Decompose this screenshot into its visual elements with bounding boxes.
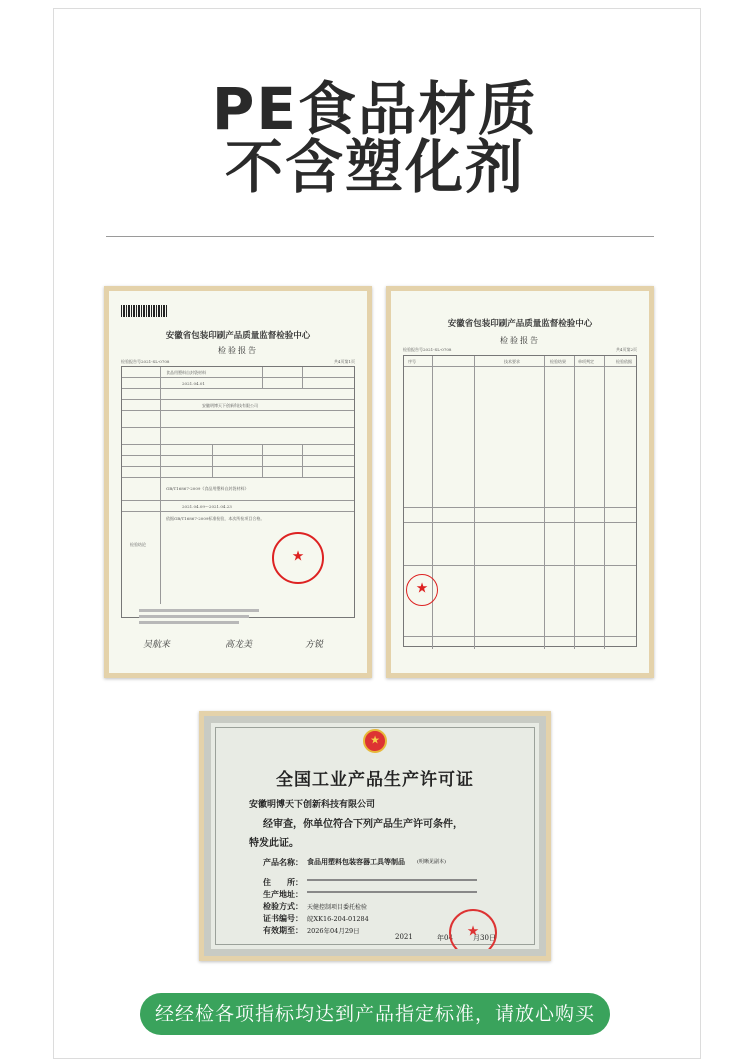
divider-line (106, 236, 654, 237)
col-basis: 检验依据 (616, 359, 632, 364)
col-requirement: 技术要求 (504, 359, 520, 364)
report-title: 检验报告 (218, 346, 258, 355)
report-paper-left (109, 291, 367, 673)
report-number-right: 检验报告号2021-SL-0708 (403, 347, 452, 352)
red-stamp (272, 532, 324, 584)
valid-until-label: 有效期至： (263, 925, 303, 935)
report-form (121, 366, 355, 618)
production-address-label: 生产地址： (263, 889, 303, 899)
conclusion-text: 依据GB/T16867-2009标准检验，本次所检项目合格。 (166, 516, 265, 521)
conclusion-label: 检验结论 (130, 542, 146, 547)
standard: GB/T16867-2009《食品用塑料自封袋材料》 (166, 486, 249, 491)
issue-year: 2021 (395, 933, 413, 941)
col-verdict: 单项判定 (578, 359, 594, 364)
report-title-right: 检验报告 (500, 336, 540, 345)
report-org-right: 安徽省包装印刷产品质量监督检验中心 (447, 319, 593, 329)
inspection-label: 检验方式： (263, 901, 303, 911)
signature-approver: 吴航来 (143, 640, 171, 650)
national-emblem-icon (363, 729, 387, 753)
production-license-frame (199, 711, 551, 961)
assurance-banner: 经经检各项指标均达到产品指定标准，请放心购买 (140, 993, 610, 1035)
report-page: 共4页第1页 (333, 359, 355, 364)
license-company: 安徽明博天下创新科技有限公司 (249, 800, 376, 810)
inspection-value: 天健控制项目委托检验 (307, 904, 368, 911)
product-value: 食品用塑料包装容器工具等制品 (307, 857, 405, 866)
results-table (403, 355, 637, 647)
headline-line-2: 不含塑化剂 (224, 133, 525, 201)
red-stamp-side (406, 574, 438, 606)
report-org: 安徽省包装印刷产品质量监督检验中心 (165, 331, 311, 341)
headline-line-1: PE食品材质 (211, 75, 539, 143)
company-name: 安徽明博天下创新科技有限公司 (202, 403, 258, 408)
production-license (204, 716, 546, 956)
col-result: 检验结果 (550, 359, 566, 364)
product-note: (明晰见副本) (417, 859, 446, 865)
license-title: 全国工业产品生产许可证 (276, 770, 474, 790)
signature-reviewer: 高龙美 (225, 640, 253, 650)
inspection-report-page-2 (386, 286, 654, 678)
product-label: 产品名称： (263, 857, 303, 867)
col-index: 序号 (408, 359, 416, 364)
inspection-report-page-1 (104, 286, 372, 678)
address-label: 住 所： (263, 877, 303, 887)
barcode-icon (121, 305, 167, 317)
valid-until: 2026年04月29日 (307, 927, 360, 935)
cert-number: 皖XK16-204-01284 (307, 915, 369, 923)
official-seal (449, 909, 497, 956)
license-statement-2: 特发此证。 (249, 838, 299, 849)
license-statement-1: 经审查，你单位符合下列产品生产许可条件， (263, 819, 463, 830)
report-page-right: 共4页第2页 (615, 347, 637, 352)
report-number: 检验报告号2021-SL-0708 (121, 359, 170, 364)
issue-month: 年04 (437, 934, 453, 942)
report-paper-right (391, 291, 649, 673)
sample-date: 2021.04.01 (182, 381, 205, 386)
test-dates: 2021.04.09～2021.04.23 (182, 504, 232, 509)
cert-number-label: 证书编号： (263, 913, 303, 923)
product-name: 食品用塑料自封袋材料 (166, 370, 206, 375)
issue-day: 月30日 (473, 934, 496, 942)
signature-inspector: 方锐 (305, 640, 324, 650)
